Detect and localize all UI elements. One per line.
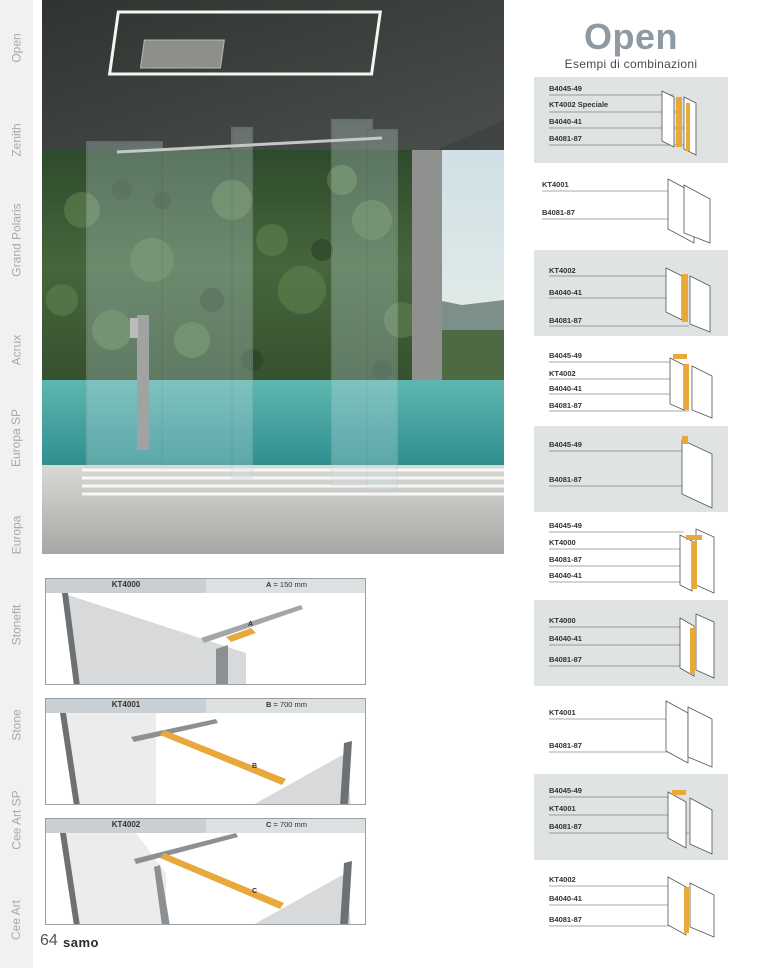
combo-code: KT4001 bbox=[549, 804, 576, 813]
combo-code: B4045-49 bbox=[549, 351, 582, 360]
combo-panel bbox=[534, 338, 728, 424]
combo-code: B4040-41 bbox=[549, 634, 582, 643]
combo-diagram bbox=[534, 163, 728, 249]
combo-code: B4081-87 bbox=[549, 655, 582, 664]
combo-diagram bbox=[534, 861, 728, 947]
combo-panel bbox=[534, 426, 728, 512]
detail-diagram bbox=[46, 833, 366, 925]
combo-diagram bbox=[534, 338, 728, 424]
combo-code: B4040-41 bbox=[549, 571, 582, 580]
side-tab-cee-art[interactable]: Cee Art bbox=[9, 899, 24, 941]
combo-code: KT4002 bbox=[549, 875, 576, 884]
side-tab-stone[interactable]: Stone bbox=[9, 709, 24, 741]
detail-kit-code: KT4002 bbox=[111, 820, 141, 829]
detail-box-kt4002 bbox=[45, 818, 366, 925]
combo-code: KT4001 bbox=[542, 180, 569, 189]
combo-panel bbox=[534, 774, 728, 860]
combo-code: B4045-49 bbox=[549, 84, 582, 93]
combo-panel bbox=[534, 861, 728, 947]
page-subtitle: Esempi di combinazioni bbox=[564, 57, 698, 71]
detail-dimension: A = 150 mm bbox=[265, 580, 308, 589]
side-tab-acrux[interactable]: Acrux bbox=[9, 334, 24, 366]
combo-diagram bbox=[534, 426, 728, 512]
detail-marker: B bbox=[252, 763, 258, 770]
combo-panel bbox=[534, 77, 728, 163]
side-tab-zenith[interactable]: Zenith bbox=[9, 123, 24, 157]
combo-code: B4081-87 bbox=[549, 401, 582, 410]
detail-box-kt4001 bbox=[45, 698, 366, 805]
combo-code: B4081-87 bbox=[549, 316, 582, 325]
page-title: Open bbox=[583, 16, 678, 57]
brand-logo: samo bbox=[63, 935, 99, 950]
detail-marker: C bbox=[252, 888, 258, 895]
hero-photo bbox=[42, 0, 504, 554]
combo-code: KT4002 Speciale bbox=[549, 100, 609, 109]
combo-diagram bbox=[534, 774, 728, 860]
side-tab-grand-polaris[interactable]: Grand Polaris bbox=[9, 203, 24, 277]
detail-diagram bbox=[46, 593, 366, 685]
combo-panel bbox=[534, 600, 728, 686]
side-tab-europa-sp[interactable]: Europa SP bbox=[9, 408, 24, 468]
detail-marker: A bbox=[248, 621, 254, 628]
combo-code: KT4001 bbox=[549, 708, 576, 717]
combo-panel bbox=[534, 250, 728, 336]
combo-diagram bbox=[534, 600, 728, 686]
combo-code: KT4000 bbox=[549, 616, 576, 625]
detail-dimension: C = 700 mm bbox=[265, 820, 308, 829]
combo-code: B4081-87 bbox=[542, 208, 575, 217]
side-tab-open[interactable]: Open bbox=[9, 33, 24, 63]
combo-code: B4045-49 bbox=[549, 440, 582, 449]
combo-code: B4081-87 bbox=[549, 915, 582, 924]
combo-panel bbox=[534, 687, 728, 773]
page-number: 64 bbox=[40, 932, 58, 949]
side-tab-europa[interactable]: Europa bbox=[9, 515, 24, 555]
combo-code: B4045-49 bbox=[549, 521, 582, 530]
combo-code: B4081-87 bbox=[549, 475, 582, 484]
combo-panel bbox=[534, 163, 728, 249]
detail-box-kt4000 bbox=[45, 578, 366, 685]
combo-code: B4040-41 bbox=[549, 894, 582, 903]
combo-diagram bbox=[534, 513, 728, 599]
combo-diagram bbox=[534, 77, 728, 163]
combo-code: B4081-87 bbox=[549, 822, 582, 831]
combo-code: B4081-87 bbox=[549, 741, 582, 750]
combo-code: KT4002 bbox=[549, 266, 576, 275]
detail-kit-code: KT4000 bbox=[111, 580, 141, 589]
combo-code: B4081-87 bbox=[549, 555, 582, 564]
combo-code: B4040-41 bbox=[549, 384, 582, 393]
combo-diagram bbox=[534, 687, 728, 773]
shower-enclosure-photo bbox=[42, 0, 504, 554]
side-tab-stonefit[interactable]: Stonefit bbox=[9, 604, 24, 646]
combo-code: B4040-41 bbox=[549, 288, 582, 297]
combo-panel bbox=[534, 513, 728, 599]
combo-code: B4040-41 bbox=[549, 117, 582, 126]
detail-kit-code: KT4001 bbox=[111, 700, 141, 709]
combo-code: KT4002 bbox=[549, 369, 576, 378]
combo-code: KT4000 bbox=[549, 538, 576, 547]
section-sidebar bbox=[0, 0, 33, 968]
side-tab-cee-art-sp[interactable]: Cee Art SP bbox=[9, 790, 24, 850]
combo-code: B4081-87 bbox=[549, 134, 582, 143]
detail-diagram bbox=[46, 713, 366, 805]
combo-code: B4045-49 bbox=[549, 786, 582, 795]
combo-diagram bbox=[534, 250, 728, 336]
detail-dimension: B = 700 mm bbox=[265, 700, 308, 709]
